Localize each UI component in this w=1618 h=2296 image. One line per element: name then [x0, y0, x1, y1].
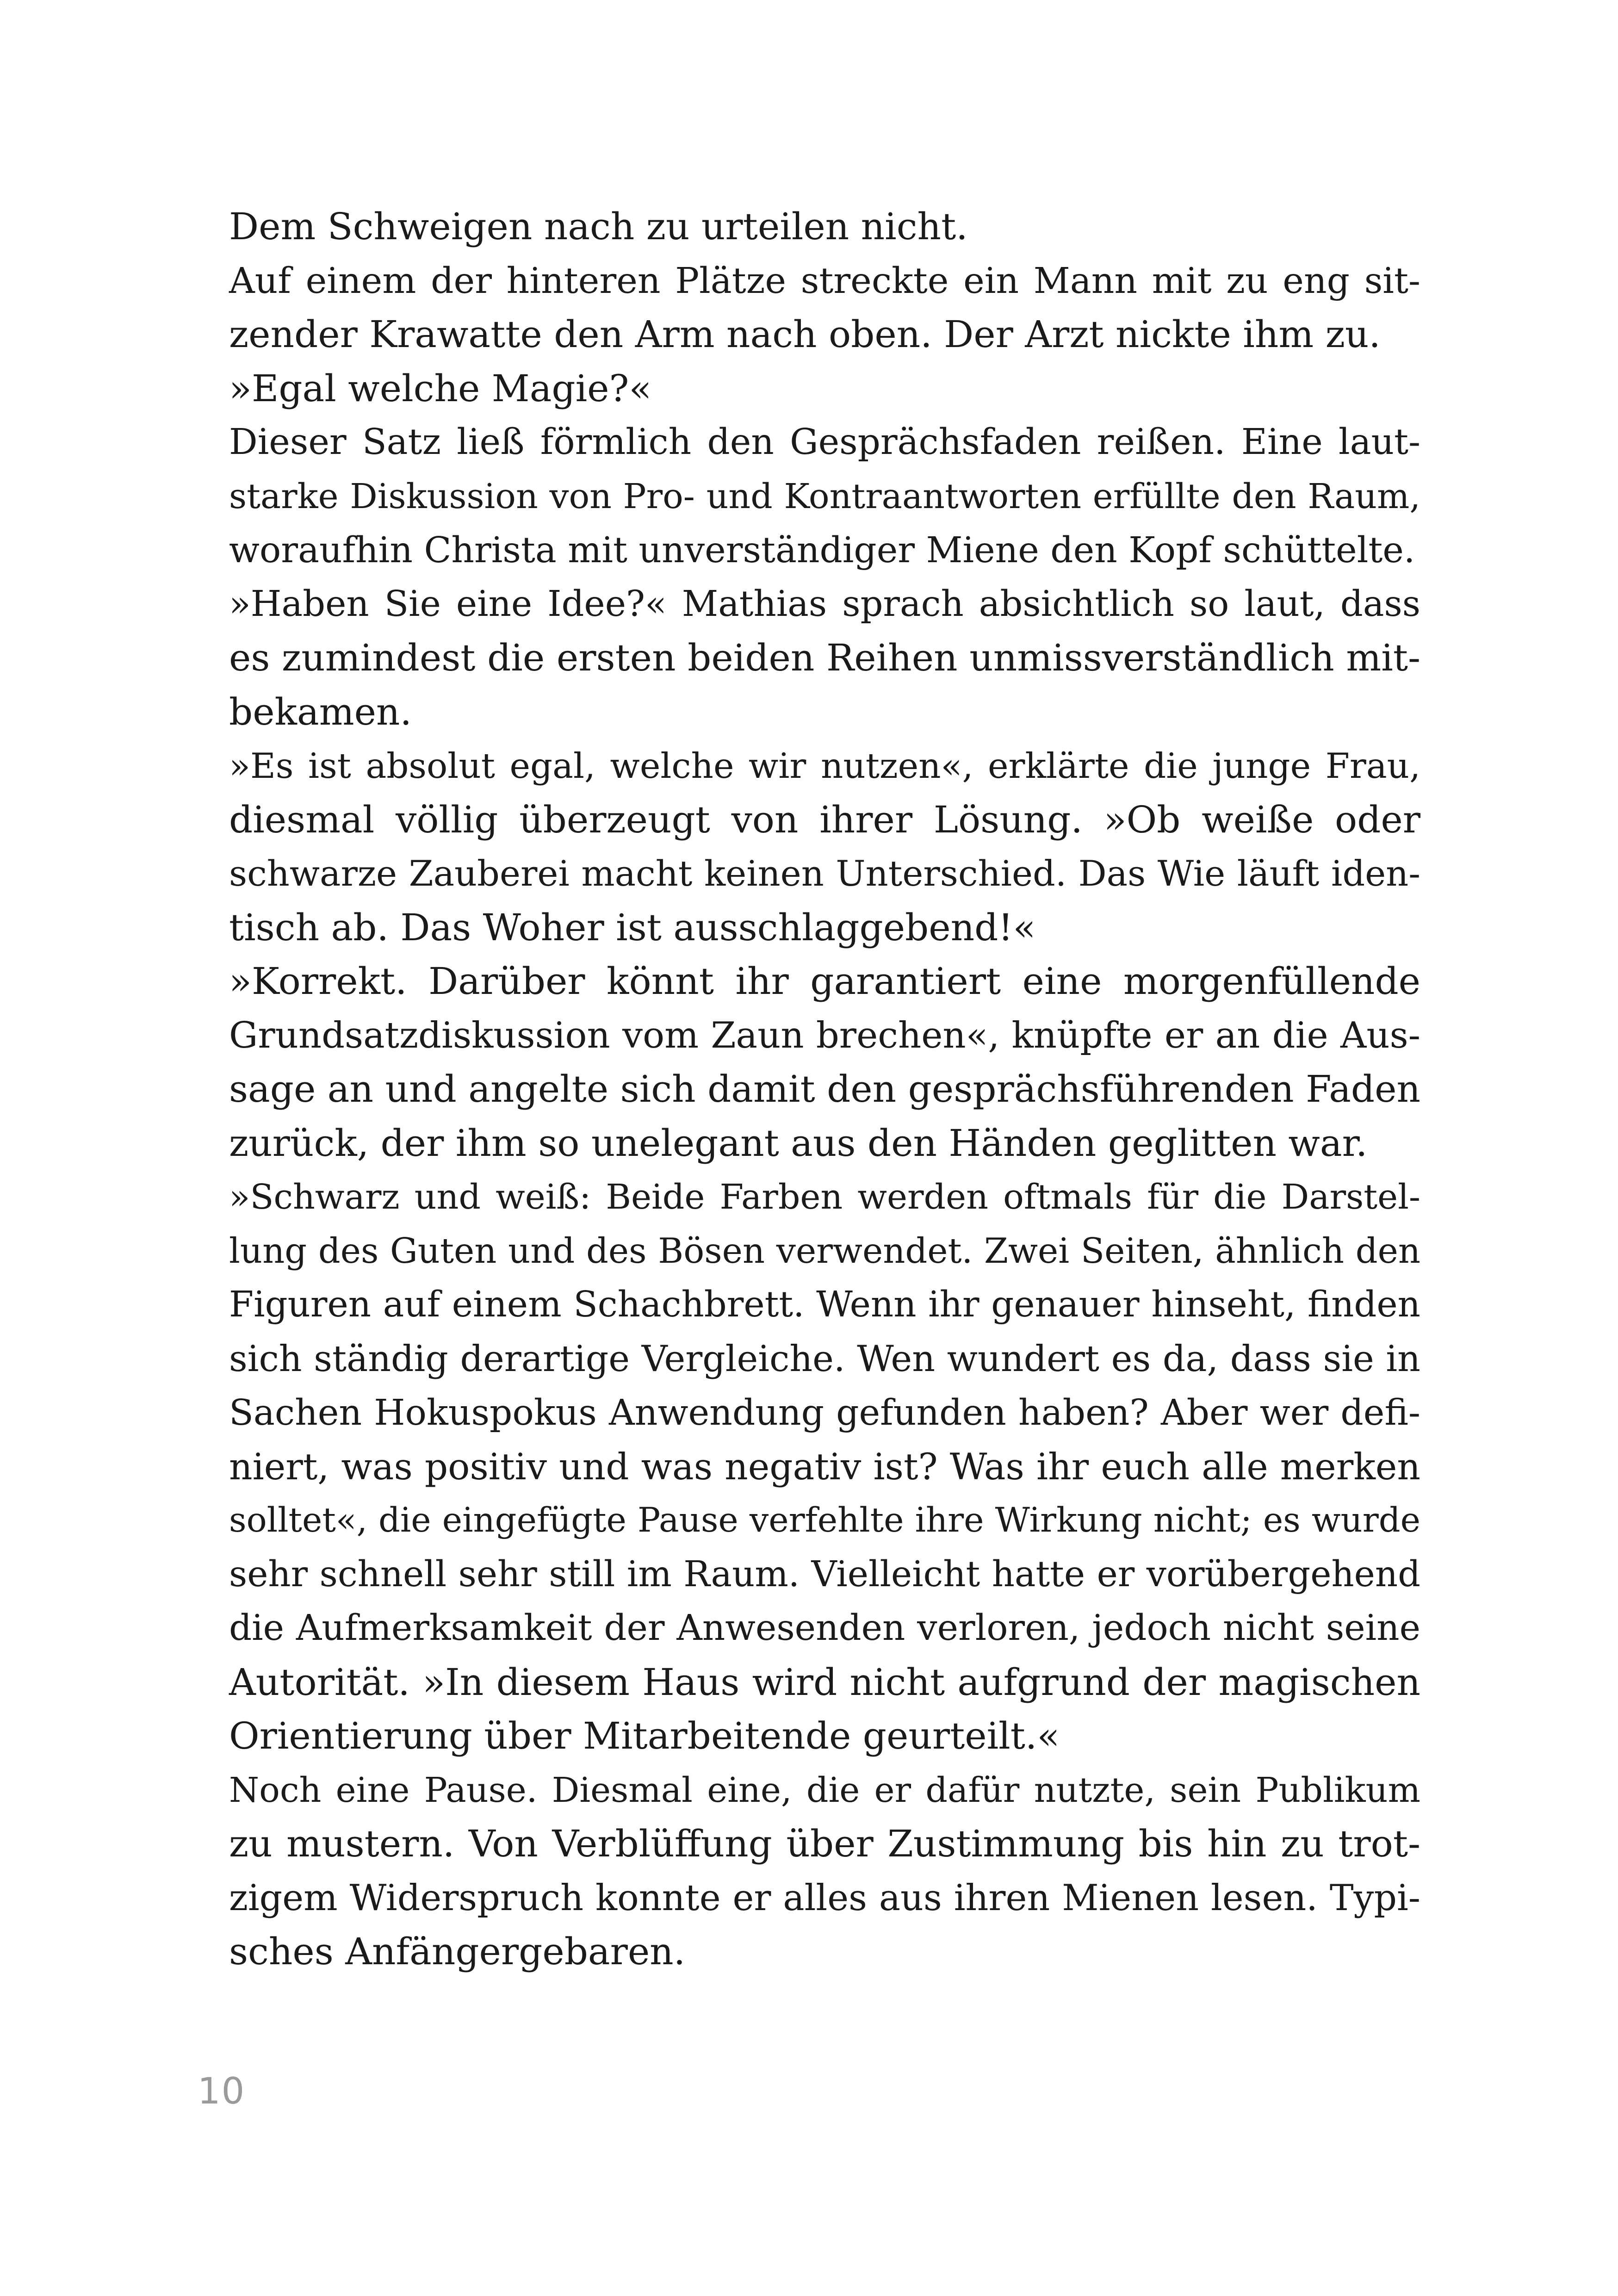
text-line: sches Anfängergebaren. [229, 1930, 686, 1973]
text-line: Dem Schweigen nach zu urteilen nicht. [229, 205, 968, 248]
text-line: Sachen Hokuspokus Anwendung gefunden haben? Aber wer defi- [229, 1392, 1420, 1433]
text-line: solltet«, die eingefügte Pause verfehlte ihre Wirkung nicht; es wurde [229, 1501, 1420, 1540]
text-line: bekamen. [229, 690, 412, 733]
text-line: niert, was positiv und was negativ ist? Was ihr euch alle merken [229, 1445, 1420, 1488]
body-text [198, 200, 1420, 1979]
text-line: es zumindest die ersten beiden Reihen unmissverständlich mit- [229, 636, 1420, 679]
text-line: Dieser Satz ließ förmlich den Gesprächsfaden reißen. Eine laut- [229, 422, 1420, 463]
text-line: diesmal völlig überzeugt von ihrer Lösung. »Ob weiße oder [229, 798, 1420, 841]
text-line: »Egal welche Magie?« [229, 366, 652, 410]
paragraph [198, 1763, 1420, 1979]
text-line: starke Diskussion von Pro- und Kontraantworten erfüllte den Raum, [229, 476, 1420, 516]
text-line: zu mustern. Von Verblüffung über Zustimmung bis hin zu trot- [229, 1822, 1420, 1865]
text-line: Auf einem der hinteren Plätze streckte ein Mann mit zu eng sit- [229, 260, 1420, 302]
text-line: Autorität. »In diesem Haus wird nicht aufgrund der magischen [229, 1660, 1420, 1704]
paragraph [198, 416, 1420, 577]
text-line: schwarze Zauberei macht keinen Unterschied. Das Wie läuft iden- [229, 853, 1420, 894]
text-line: sehr schnell sehr still im Raum. Vielleicht hatte er vorübergehend [229, 1553, 1420, 1595]
paragraph [198, 739, 1420, 955]
paragraph [198, 955, 1420, 1170]
text-line: »Es ist absolut egal, welche wir nutzen«, erklärte die junge Frau, [229, 745, 1420, 786]
text-line: woraufhin Christa mit unverständiger Miene den Kopf schüttelte. [229, 529, 1415, 571]
paragraph [198, 362, 1420, 416]
text-line: die Aufmerksamkeit der Anwesenden verloren, jedoch nicht seine [229, 1607, 1420, 1649]
paragraph [198, 1170, 1420, 1763]
paragraph [198, 200, 1420, 254]
text-line: Noch eine Pause. Diesmal eine, die er dafür nutzte, sein Publikum [229, 1769, 1420, 1810]
text-line: zigem Widerspruch konnte er alles aus ihren Mienen lesen. Typi- [229, 1877, 1420, 1919]
page-number: 10 [198, 2071, 246, 2112]
text-line: zurück, der ihm so unelegant aus den Händen geglitten war. [229, 1121, 1368, 1165]
text-line: »Korrekt. Darüber könnt ihr garantiert eine morgenfüllende [229, 960, 1420, 1003]
text-line: sich ständig derartige Vergleiche. Wen wundert es da, dass sie in [229, 1338, 1420, 1380]
text-line: tisch ab. Das Woher ist ausschlaggebend!« [229, 906, 1036, 949]
text-line: zender Krawatte den Arm nach oben. Der Arzt nickte ihm zu. [229, 313, 1381, 356]
text-line: »Schwarz und weiß: Beide Farben werden oftmals für die Darstel- [229, 1177, 1420, 1217]
text-line: sage an und angelte sich damit den gesprächsführenden Faden [229, 1067, 1420, 1111]
text-line: Grundsatzdiskussion vom Zaun brechen«, knüpfte er an die Aus- [229, 1014, 1420, 1056]
paragraph [198, 577, 1420, 739]
text-line: lung des Guten und des Bösen verwendet. Zwei Seiten, ähnlich den [229, 1230, 1420, 1271]
text-line: Figuren auf einem Schachbrett. Wenn ihr genauer hinseht, finden [229, 1284, 1420, 1325]
text-line: Orientierung über Mitarbeitende geurteilt.« [229, 1714, 1060, 1757]
text-line: »Haben Sie eine Idee?« Mathias sprach absichtlich so laut, dass [229, 583, 1420, 625]
paragraph [198, 254, 1420, 362]
